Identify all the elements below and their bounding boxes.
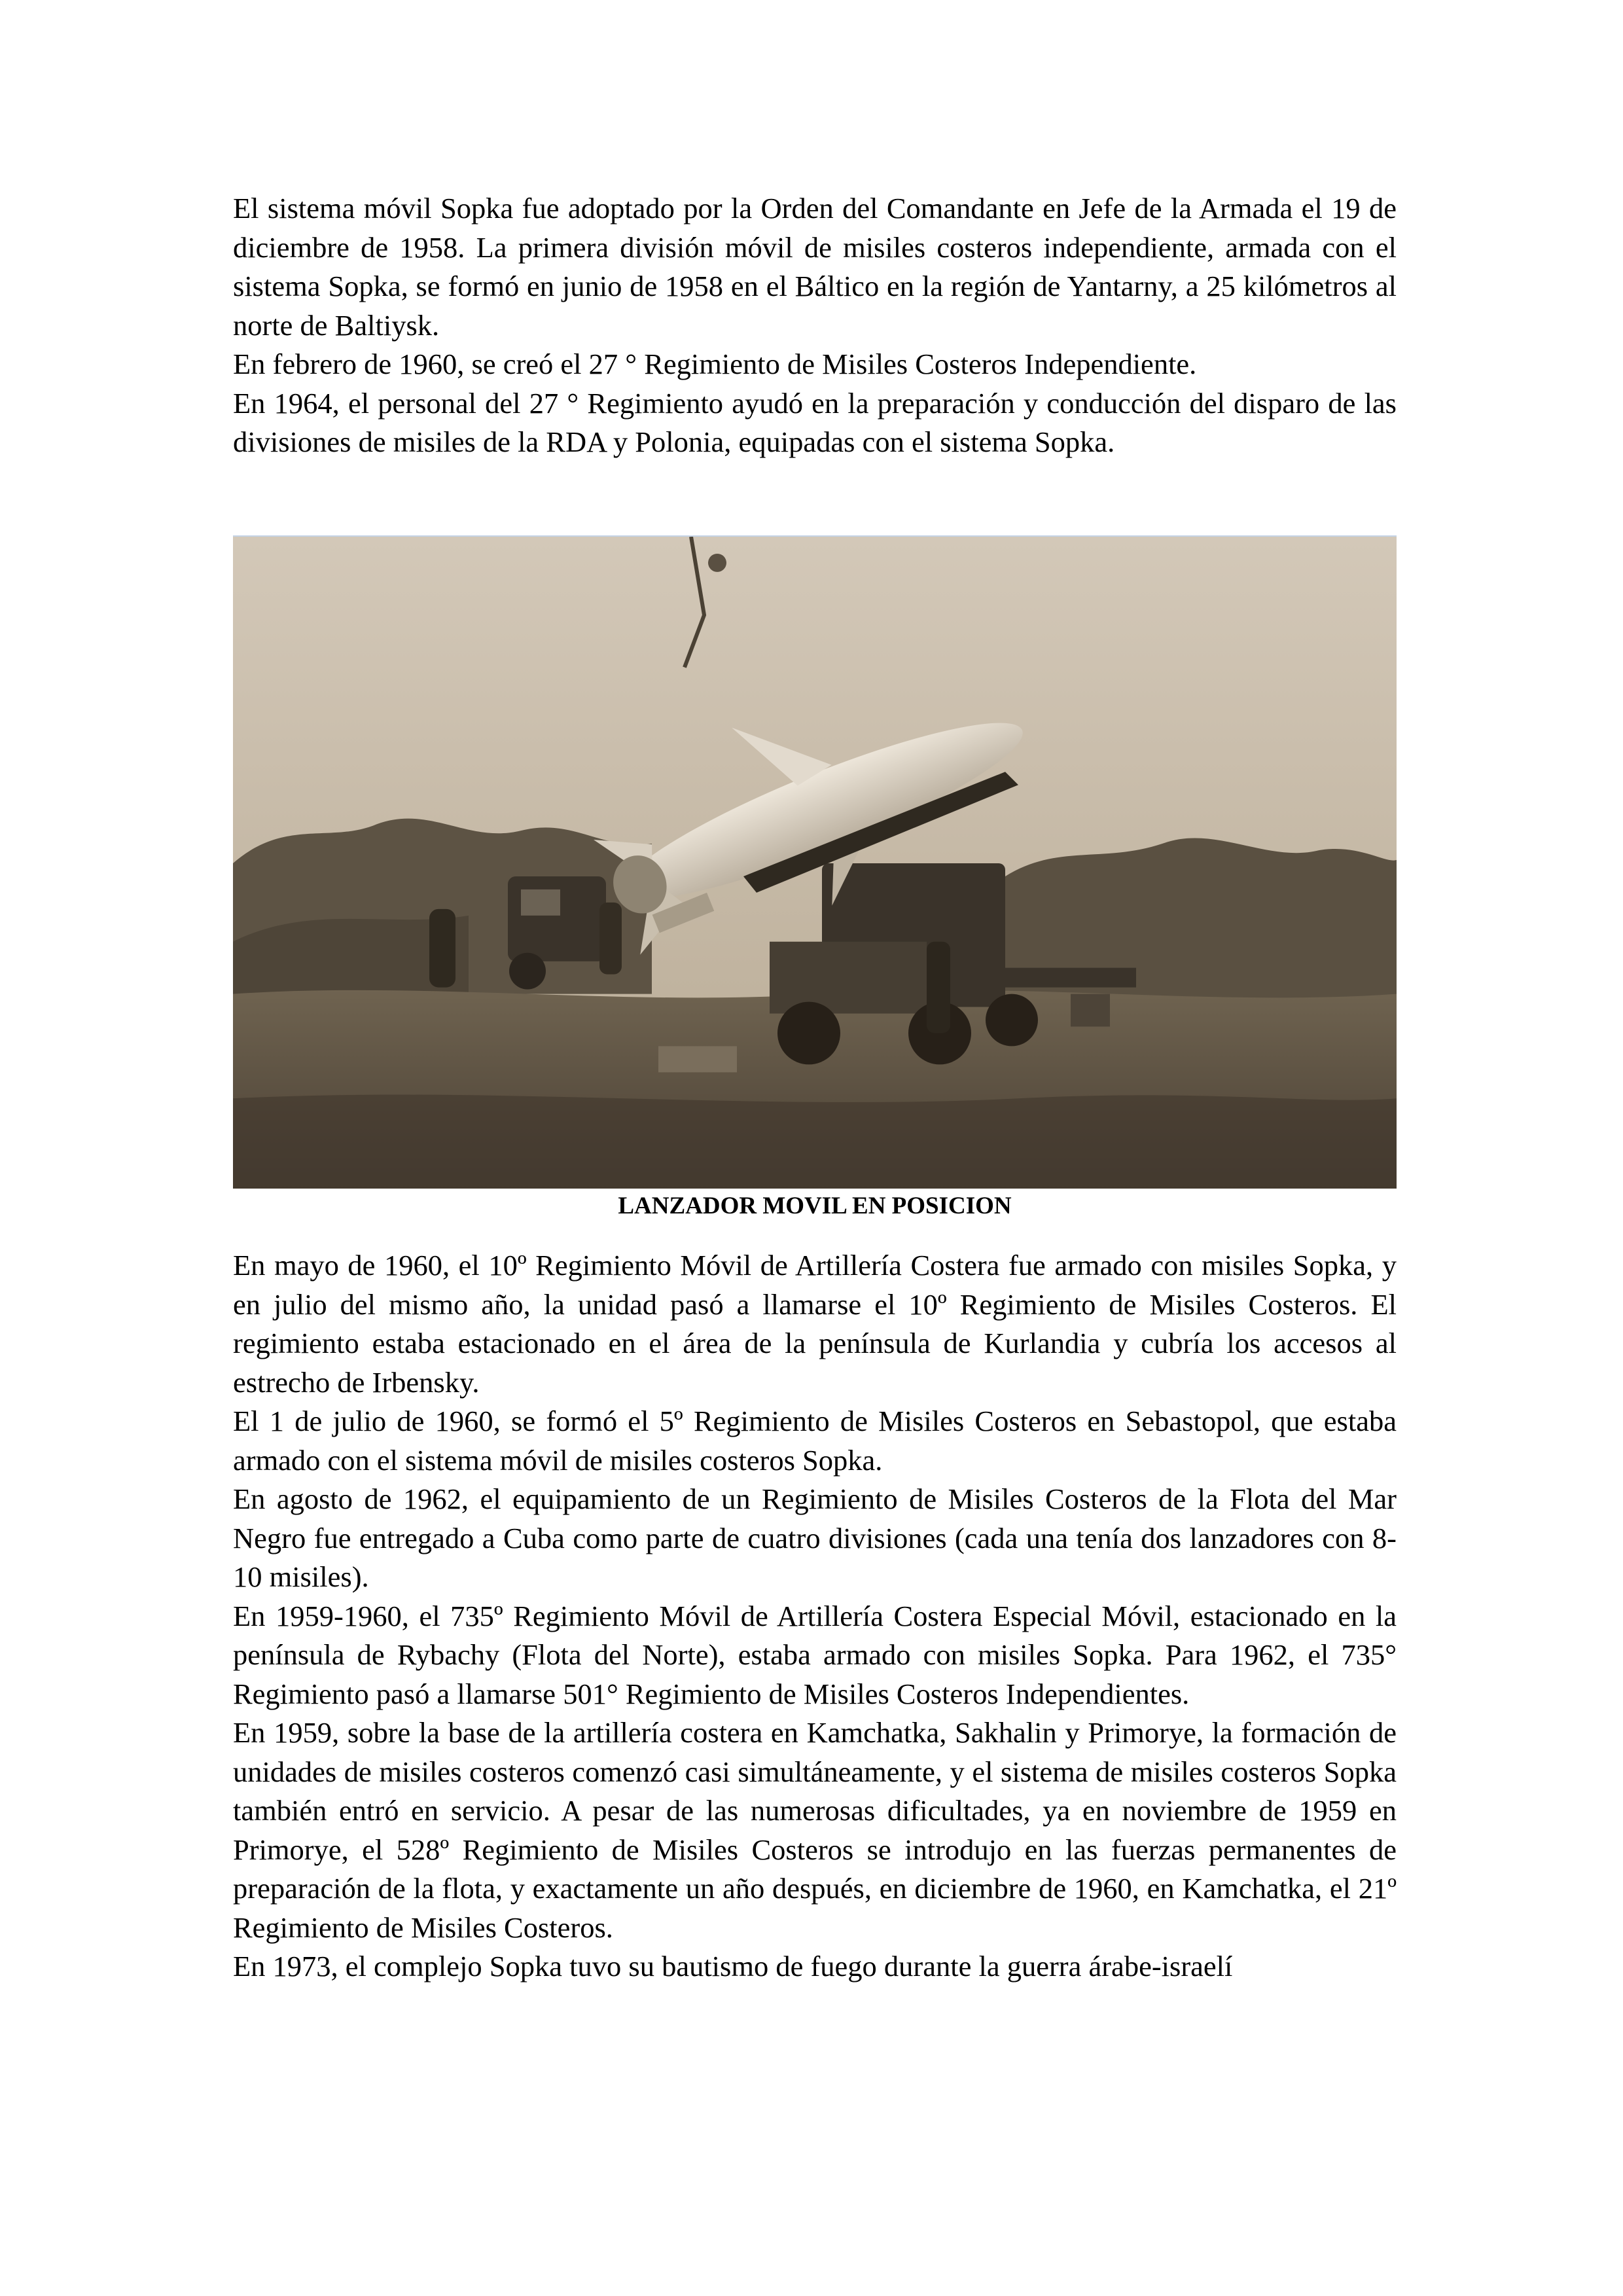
paragraph: El sistema móvil Sopka fue adoptado por la Orden del Comandante en Jefe de la Armada el 19 de diciembre de 1958. La primera división móvil de misiles costeros independiente, armada con el sistema Sopka, se formó en junio de 1958 en el Báltico en la región de Yantarny, a 25 kilómetros al norte de Baltiysk.	[233, 192, 1397, 342]
photo-missile-launcher-icon	[233, 537, 1397, 1189]
paragraph: En febrero de 1960, se creó el 27 ° Regimiento de Misiles Costeros Independiente.	[233, 348, 1197, 380]
photo-caption: LANZADOR MOVIL EN POSICION	[618, 1193, 1012, 1219]
paragraph: En 1959-1960, el 735º Regimiento Móvil de Artillería Costera Especial Móvil, estacionado en la península de Rybachy (Flota del Norte), estaba armado con misiles Sopka. Para 1962, el 735° Regimiento pasó a llamarse 501° Regimiento de Misiles Costeros Independientes.	[233, 1599, 1397, 1710]
paragraph: En agosto de 1962, el equipamiento de un Regimiento de Misiles Costeros de la Flota del Mar Negro fue entregado a Cuba como parte de cuatro divisiones (cada una tenía dos lanzadores con 8-10 misiles).	[233, 1482, 1397, 1593]
text-block-top	[233, 189, 1397, 462]
paragraph: En 1964, el personal del 27 ° Regimiento ayudó en la preparación y conducción del disparo de las divisiones de misiles de la RDA y Polonia, equipadas con el sistema Sopka.	[233, 386, 1397, 458]
paragraph: En 1959, sobre la base de la artillería costera en Kamchatka, Sakhalin y Primorye, la formación de unidades de misiles costeros comenzó casi simultáneamente, y el sistema de misiles costeros Sopka también entró en servicio. A pesar de las numerosas dificultades, ya en noviembre de 1959 en Primorye, el 528º Regimiento de Misiles Costeros se introdujo en las fuerzas permanentes de preparación de la flota, y exactamente un año después, en diciembre de 1960, en Kamchatka, el 21º Regimiento de Misiles Costeros.	[233, 1716, 1397, 1944]
paragraph: En 1973, el complejo Sopka tuvo su bautismo de fuego durante la guerra árabe-israelí	[233, 1950, 1233, 1982]
text-block-bottom	[233, 1246, 1397, 1986]
missile-launcher-photo	[233, 535, 1397, 1189]
paragraph: El 1 de julio de 1960, se formó el 5º Regimiento de Misiles Costeros en Sebastopol, que estaba armado con el sistema móvil de misiles costeros Sopka.	[233, 1405, 1397, 1477]
paragraph: En mayo de 1960, el 10º Regimiento Móvil de Artillería Costera fue armado con misiles Sopka, y en julio del mismo año, la unidad pasó a llamarse el 10º Regimiento de Misiles Costeros. El regimiento estaba estacionado en el área de la península de Kurlandia y cubría los accesos al estrecho de Irbensky.	[233, 1249, 1397, 1399]
